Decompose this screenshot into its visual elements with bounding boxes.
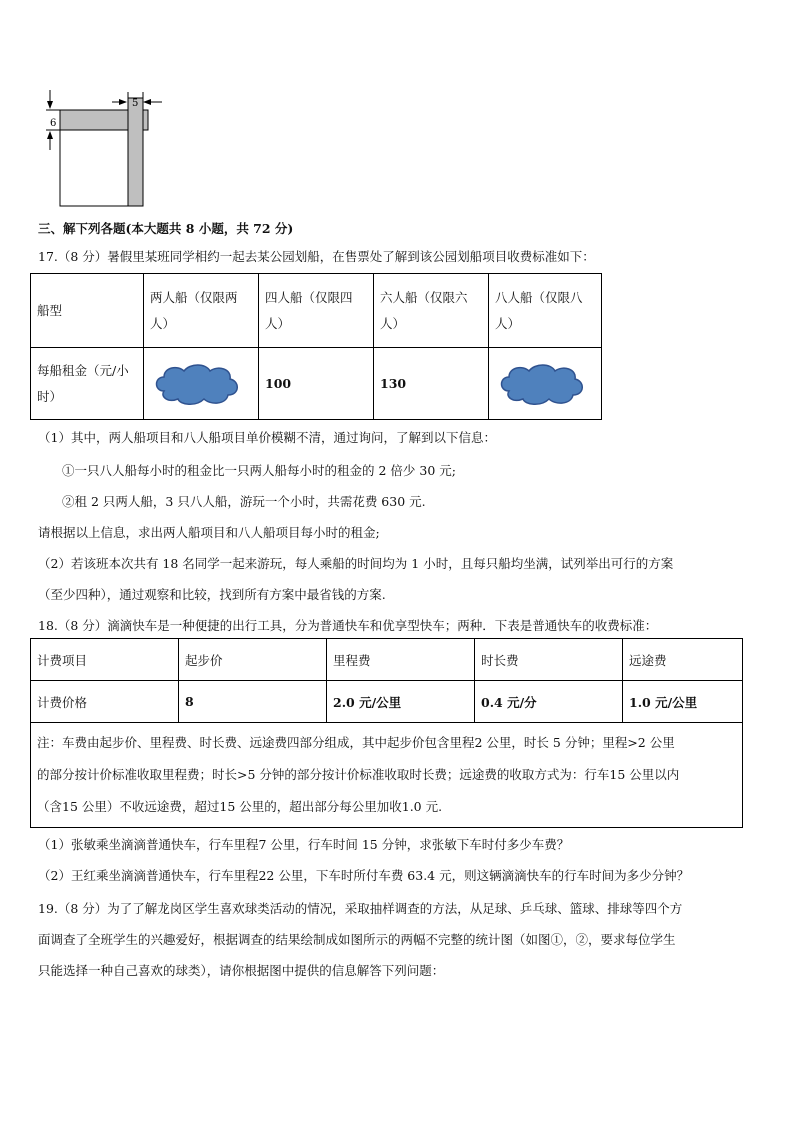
shaded-right-strip (128, 98, 143, 206)
header-fee-item: 计费项目 (31, 639, 179, 681)
cell-six-person-boat: 六人船（仅限六 人） (374, 274, 489, 348)
taxi-fee-table (30, 638, 743, 828)
cell-four-person-price: 100 (259, 348, 374, 420)
header-time-fee: 时长费 (475, 639, 623, 681)
value-time-fee: 0.4 元/分 (475, 681, 623, 723)
row-label-price: 计费价格 (31, 681, 179, 723)
header-long-distance-fee: 远途费 (623, 639, 743, 681)
q17-info1: ①一只八人船每小时的租金比一只两人船每小时的租金的 2 倍少 30 元; (62, 463, 456, 478)
q19-line2: 面调查了全班学生的兴趣爱好，根据调查的结果绘制成如图所示的两幅不完整的统计图（如图①，②，要求每位学生 (38, 932, 676, 947)
cell-six-person-price: 130 (374, 348, 489, 420)
q17-part2-line1: （2）若该班本次共有 18 名同学一起来游玩，每人乘船的时间均为 1 小时，且每只船均坐满，试列举出可行的方案 (38, 556, 674, 571)
figure-label-left: 6 (50, 118, 57, 129)
header-mileage-fee: 里程费 (327, 639, 475, 681)
cell-two-person-price-blurred (144, 348, 259, 420)
shaded-square-figure (40, 88, 180, 213)
row-header-rent: 每船租金（元/小 时） (31, 348, 144, 420)
q19-line1: 19.（8 分）为了了解龙岗区学生喜欢球类活动的情况，采取抽样调查的方法，从足球、乒乓球、篮球、排球等四个方 (38, 901, 683, 916)
q19-line3: 只能选择一种自己喜欢的球类），请你根据图中提供的信息解答下列问题： (38, 963, 445, 978)
q17-part1: （1）其中，两人船项目和八人船项目单价模糊不清，通过询问，了解到以下信息： (38, 430, 496, 445)
section-heading: 三、解下列各题(本大题共 8 小题，共 72 分) (38, 221, 294, 236)
q18-stem: 18.（8 分）滴滴快车是一种便捷的出行工具，分为普通快车和优享型快车；两种．下表是普通快车的收费标准： (38, 618, 658, 633)
cell-eight-person-boat: 八人船（仅限八 人） (489, 274, 602, 348)
cell-four-person-boat: 四人船（仅限四 人） (259, 274, 374, 348)
q17-stem: 17.（8 分）暑假里某班同学相约一起去某公园划船，在售票处了解到该公园划船项目收费标准如下： (38, 249, 595, 264)
q18-part2: （2）王红乘坐滴滴普通快车，行车里程22 公里，下车时所付车费 63.4 元，则这辆滴滴快车的行车时间为多少分钟？ (38, 868, 690, 883)
blurred-cloud-icon (495, 361, 587, 407)
value-long-distance-fee: 1.0 元/公里 (623, 681, 743, 723)
q17-part2-line2: （至少四种），通过观察和比较，找到所有方案中最省钱的方案. (38, 587, 386, 602)
square-outline (60, 130, 128, 206)
boat-price-table (30, 273, 602, 420)
cell-eight-person-price-blurred (489, 348, 602, 420)
row-header-boat-type: 船型 (31, 274, 144, 348)
value-start-price: 8 (179, 681, 327, 723)
cell-two-person-boat: 两人船（仅限两 人） (144, 274, 259, 348)
value-mileage-fee: 2.0 元/公里 (327, 681, 475, 723)
q17-info2: ②租 2 只两人船，3 只八人船，游玩一个小时，共需花费 630 元. (62, 494, 426, 509)
header-start-price: 起步价 (179, 639, 327, 681)
q18-part1: （1）张敏乘坐滴滴普通快车，行车里程7 公里，行车时间 15 分钟，求张敏下车时付多少车费？ (38, 837, 570, 852)
blurred-cloud-icon (150, 361, 242, 407)
q17-ask1: 请根据以上信息，求出两人船项目和八人船项目每小时的租金; (38, 525, 380, 540)
fee-note: 注：车费由起步价、里程费、时长费、远途费四部分组成，其中起步价包含里程2 公里，时长 5 分钟；里程>2 公里 的部分按计价标准收取里程费；时长>5 分钟的部分按计价标准收取时长费；远途费的收取方式为：行车15 公里以内 （含15 公里）不收远途费，超过15 公里的，超出部分每公里加收1.0 元. (31, 723, 743, 828)
figure-label-top: 5 (132, 98, 139, 109)
